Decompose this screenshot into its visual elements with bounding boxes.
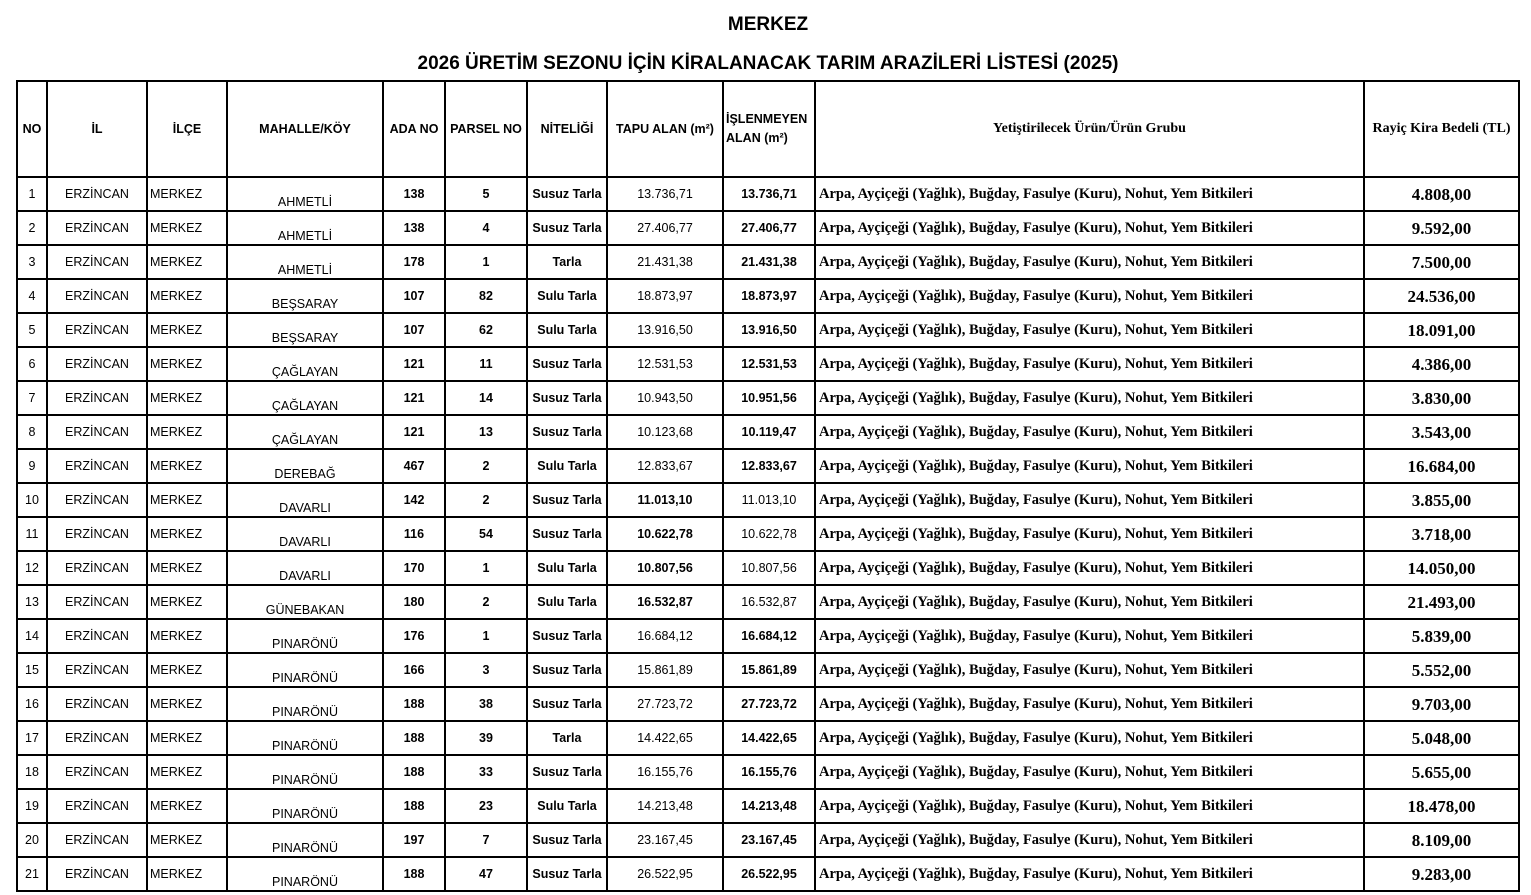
cell-tapu-alan: 15.861,89 (607, 653, 723, 687)
cell-ilce: MERKEZ (147, 517, 227, 551)
cell-parsel: 13 (445, 415, 527, 449)
table-row (17, 347, 1519, 381)
cell-tapu-alan: 14.422,65 (607, 721, 723, 755)
cell-il: ERZİNCAN (47, 687, 147, 721)
cell-urun: Arpa, Ayçiçeği (Yağlık), Buğday, Fasulye (Kuru), Nohut, Yem Bitkileri (815, 653, 1364, 687)
table-row (17, 211, 1519, 245)
cell-islenmeyen-alan: 10.807,56 (723, 551, 815, 585)
cell-tapu-alan: 10.943,50 (607, 381, 723, 415)
cell-ilce: MERKEZ (147, 585, 227, 619)
cell-kira: 21.493,00 (1364, 585, 1519, 619)
col-header-nitelik: NİTELİĞİ (527, 81, 607, 177)
cell-il: ERZİNCAN (47, 347, 147, 381)
cell-parsel: 47 (445, 857, 527, 891)
cell-il: ERZİNCAN (47, 415, 147, 449)
table-row (17, 449, 1519, 483)
cell-tapu-alan: 13.736,71 (607, 177, 723, 211)
cell-no: 6 (17, 347, 47, 381)
cell-kira: 18.478,00 (1364, 789, 1519, 823)
cell-tapu-alan: 27.723,72 (607, 687, 723, 721)
cell-kira: 4.808,00 (1364, 177, 1519, 211)
cell-ada: 188 (383, 857, 445, 891)
cell-mahalle: PINARÖNÜ (227, 823, 383, 857)
cell-tapu-alan: 16.532,87 (607, 585, 723, 619)
cell-mahalle: ÇAĞLAYAN (227, 415, 383, 449)
table-row (17, 857, 1519, 891)
cell-no: 1 (17, 177, 47, 211)
cell-ilce: MERKEZ (147, 483, 227, 517)
cell-il: ERZİNCAN (47, 755, 147, 789)
cell-tapu-alan: 12.531,53 (607, 347, 723, 381)
cell-no: 16 (17, 687, 47, 721)
table-row (17, 245, 1519, 279)
col-header-islenmeyen-alan: İŞLENMEYEN ALAN (m²) (723, 81, 815, 177)
cell-islenmeyen-alan: 16.155,76 (723, 755, 815, 789)
cell-islenmeyen-alan: 14.213,48 (723, 789, 815, 823)
cell-ilce: MERKEZ (147, 279, 227, 313)
cell-parsel: 1 (445, 245, 527, 279)
cell-nitelik: Sulu Tarla (527, 313, 607, 347)
cell-il: ERZİNCAN (47, 177, 147, 211)
cell-no: 20 (17, 823, 47, 857)
cell-il: ERZİNCAN (47, 279, 147, 313)
cell-urun: Arpa, Ayçiçeği (Yağlık), Buğday, Fasulye (Kuru), Nohut, Yem Bitkileri (815, 245, 1364, 279)
cell-urun: Arpa, Ayçiçeği (Yağlık), Buğday, Fasulye (Kuru), Nohut, Yem Bitkileri (815, 687, 1364, 721)
cell-no: 10 (17, 483, 47, 517)
cell-urun: Arpa, Ayçiçeği (Yağlık), Buğday, Fasulye (Kuru), Nohut, Yem Bitkileri (815, 755, 1364, 789)
cell-no: 14 (17, 619, 47, 653)
cell-il: ERZİNCAN (47, 857, 147, 891)
page-title: MERKEZ (727, 14, 809, 35)
cell-mahalle: ÇAĞLAYAN (227, 347, 383, 381)
cell-parsel: 2 (445, 585, 527, 619)
cell-il: ERZİNCAN (47, 653, 147, 687)
cell-islenmeyen-alan: 18.873,97 (723, 279, 815, 313)
cell-mahalle: PINARÖNÜ (227, 857, 383, 891)
cell-nitelik: Susuz Tarla (527, 415, 607, 449)
cell-urun: Arpa, Ayçiçeği (Yağlık), Buğday, Fasulye (Kuru), Nohut, Yem Bitkileri (815, 857, 1364, 891)
cell-islenmeyen-alan: 26.522,95 (723, 857, 815, 891)
col-header-ada: ADA NO (383, 81, 445, 177)
cell-parsel: 1 (445, 551, 527, 585)
cell-nitelik: Sulu Tarla (527, 789, 607, 823)
col-header-urun: Yetiştirilecek Ürün/Ürün Grubu (815, 81, 1364, 177)
cell-ada: 178 (383, 245, 445, 279)
table-row (17, 823, 1519, 857)
cell-tapu-alan: 13.916,50 (607, 313, 723, 347)
cell-mahalle: BEŞSARAY (227, 279, 383, 313)
cell-ilce: MERKEZ (147, 823, 227, 857)
table-row (17, 585, 1519, 619)
cell-islenmeyen-alan: 13.916,50 (723, 313, 815, 347)
cell-ilce: MERKEZ (147, 347, 227, 381)
cell-kira: 4.386,00 (1364, 347, 1519, 381)
cell-islenmeyen-alan: 21.431,38 (723, 245, 815, 279)
cell-ada: 176 (383, 619, 445, 653)
cell-kira: 3.855,00 (1364, 483, 1519, 517)
cell-kira: 5.655,00 (1364, 755, 1519, 789)
cell-ada: 107 (383, 313, 445, 347)
cell-parsel: 23 (445, 789, 527, 823)
cell-nitelik: Tarla (527, 245, 607, 279)
cell-kira: 7.500,00 (1364, 245, 1519, 279)
cell-nitelik: Susuz Tarla (527, 483, 607, 517)
cell-kira: 5.048,00 (1364, 721, 1519, 755)
cell-urun: Arpa, Ayçiçeği (Yağlık), Buğday, Fasulye (Kuru), Nohut, Yem Bitkileri (815, 211, 1364, 245)
cell-urun: Arpa, Ayçiçeği (Yağlık), Buğday, Fasulye (Kuru), Nohut, Yem Bitkileri (815, 483, 1364, 517)
cell-nitelik: Sulu Tarla (527, 279, 607, 313)
col-header-ilce: İLÇE (147, 81, 227, 177)
cell-ada: 180 (383, 585, 445, 619)
cell-urun: Arpa, Ayçiçeği (Yağlık), Buğday, Fasulye (Kuru), Nohut, Yem Bitkileri (815, 619, 1364, 653)
cell-mahalle: ÇAĞLAYAN (227, 381, 383, 415)
cell-kira: 3.543,00 (1364, 415, 1519, 449)
cell-ada: 116 (383, 517, 445, 551)
cell-nitelik: Susuz Tarla (527, 517, 607, 551)
cell-nitelik: Susuz Tarla (527, 687, 607, 721)
cell-parsel: 82 (445, 279, 527, 313)
cell-islenmeyen-alan: 10.622,78 (723, 517, 815, 551)
cell-kira: 5.839,00 (1364, 619, 1519, 653)
cell-nitelik: Susuz Tarla (527, 755, 607, 789)
cell-islenmeyen-alan: 10.951,56 (723, 381, 815, 415)
cell-urun: Arpa, Ayçiçeği (Yağlık), Buğday, Fasulye (Kuru), Nohut, Yem Bitkileri (815, 415, 1364, 449)
cell-tapu-alan: 10.123,68 (607, 415, 723, 449)
cell-ilce: MERKEZ (147, 653, 227, 687)
cell-mahalle: AHMETLİ (227, 177, 383, 211)
cell-ada: 107 (383, 279, 445, 313)
cell-ada: 138 (383, 177, 445, 211)
cell-no: 19 (17, 789, 47, 823)
cell-no: 9 (17, 449, 47, 483)
cell-parsel: 3 (445, 653, 527, 687)
cell-ilce: MERKEZ (147, 789, 227, 823)
cell-mahalle: DAVARLI (227, 517, 383, 551)
cell-kira: 5.552,00 (1364, 653, 1519, 687)
cell-islenmeyen-alan: 27.723,72 (723, 687, 815, 721)
cell-mahalle: PINARÖNÜ (227, 721, 383, 755)
cell-no: 2 (17, 211, 47, 245)
cell-il: ERZİNCAN (47, 551, 147, 585)
cell-kira: 9.283,00 (1364, 857, 1519, 891)
cell-islenmeyen-alan: 10.119,47 (723, 415, 815, 449)
cell-kira: 3.718,00 (1364, 517, 1519, 551)
col-header-il: İL (47, 81, 147, 177)
cell-tapu-alan: 26.522,95 (607, 857, 723, 891)
cell-kira: 3.830,00 (1364, 381, 1519, 415)
col-header-tapu-alan: TAPU ALAN (m²) (607, 81, 723, 177)
cell-ada: 188 (383, 721, 445, 755)
table-row (17, 687, 1519, 721)
cell-ada: 142 (383, 483, 445, 517)
cell-nitelik: Sulu Tarla (527, 551, 607, 585)
cell-ada: 121 (383, 381, 445, 415)
cell-ilce: MERKEZ (147, 415, 227, 449)
cell-ada: 170 (383, 551, 445, 585)
cell-no: 13 (17, 585, 47, 619)
cell-ada: 467 (383, 449, 445, 483)
cell-mahalle: AHMETLİ (227, 211, 383, 245)
table-row (17, 721, 1519, 755)
cell-kira: 14.050,00 (1364, 551, 1519, 585)
cell-ada: 188 (383, 755, 445, 789)
cell-parsel: 4 (445, 211, 527, 245)
cell-ilce: MERKEZ (147, 857, 227, 891)
cell-islenmeyen-alan: 23.167,45 (723, 823, 815, 857)
cell-ilce: MERKEZ (147, 449, 227, 483)
cell-no: 18 (17, 755, 47, 789)
col-header-mahalle: MAHALLE/KÖY (227, 81, 383, 177)
cell-parsel: 38 (445, 687, 527, 721)
cell-kira: 16.684,00 (1364, 449, 1519, 483)
cell-mahalle: GÜNEBAKAN (227, 585, 383, 619)
cell-mahalle: DEREBAĞ (227, 449, 383, 483)
cell-tapu-alan: 10.807,56 (607, 551, 723, 585)
cell-urun: Arpa, Ayçiçeği (Yağlık), Buğday, Fasulye (Kuru), Nohut, Yem Bitkileri (815, 517, 1364, 551)
cell-nitelik: Susuz Tarla (527, 619, 607, 653)
cell-no: 11 (17, 517, 47, 551)
col-header-no: NO (17, 81, 47, 177)
cell-parsel: 62 (445, 313, 527, 347)
cell-islenmeyen-alan: 12.531,53 (723, 347, 815, 381)
cell-tapu-alan: 10.622,78 (607, 517, 723, 551)
cell-islenmeyen-alan: 14.422,65 (723, 721, 815, 755)
cell-nitelik: Tarla (527, 721, 607, 755)
cell-urun: Arpa, Ayçiçeği (Yağlık), Buğday, Fasulye (Kuru), Nohut, Yem Bitkileri (815, 177, 1364, 211)
cell-ilce: MERKEZ (147, 551, 227, 585)
cell-no: 8 (17, 415, 47, 449)
cell-il: ERZİNCAN (47, 585, 147, 619)
cell-urun: Arpa, Ayçiçeği (Yağlık), Buğday, Fasulye (Kuru), Nohut, Yem Bitkileri (815, 347, 1364, 381)
cell-ilce: MERKEZ (147, 245, 227, 279)
cell-islenmeyen-alan: 11.013,10 (723, 483, 815, 517)
cell-tapu-alan: 21.431,38 (607, 245, 723, 279)
cell-urun: Arpa, Ayçiçeği (Yağlık), Buğday, Fasulye (Kuru), Nohut, Yem Bitkileri (815, 449, 1364, 483)
cell-ada: 121 (383, 415, 445, 449)
table-row (17, 483, 1519, 517)
cell-ilce: MERKEZ (147, 381, 227, 415)
cell-islenmeyen-alan: 16.532,87 (723, 585, 815, 619)
cell-ada: 166 (383, 653, 445, 687)
cell-urun: Arpa, Ayçiçeği (Yağlık), Buğday, Fasulye (Kuru), Nohut, Yem Bitkileri (815, 585, 1364, 619)
table-row (17, 551, 1519, 585)
cell-nitelik: Sulu Tarla (527, 449, 607, 483)
cell-nitelik: Susuz Tarla (527, 211, 607, 245)
cell-parsel: 2 (445, 449, 527, 483)
cell-parsel: 54 (445, 517, 527, 551)
cell-parsel: 1 (445, 619, 527, 653)
cell-il: ERZİNCAN (47, 313, 147, 347)
cell-urun: Arpa, Ayçiçeği (Yağlık), Buğday, Fasulye (Kuru), Nohut, Yem Bitkileri (815, 279, 1364, 313)
cell-mahalle: DAVARLI (227, 551, 383, 585)
cell-il: ERZİNCAN (47, 245, 147, 279)
cell-urun: Arpa, Ayçiçeği (Yağlık), Buğday, Fasulye (Kuru), Nohut, Yem Bitkileri (815, 551, 1364, 585)
table-row (17, 177, 1519, 211)
cell-urun: Arpa, Ayçiçeği (Yağlık), Buğday, Fasulye (Kuru), Nohut, Yem Bitkileri (815, 789, 1364, 823)
cell-mahalle: PINARÖNÜ (227, 619, 383, 653)
table-row (17, 789, 1519, 823)
table-row (17, 381, 1519, 415)
cell-kira: 8.109,00 (1364, 823, 1519, 857)
table-row (17, 279, 1519, 313)
cell-parsel: 14 (445, 381, 527, 415)
cell-tapu-alan: 12.833,67 (607, 449, 723, 483)
cell-tapu-alan: 23.167,45 (607, 823, 723, 857)
cell-no: 7 (17, 381, 47, 415)
cell-kira: 24.536,00 (1364, 279, 1519, 313)
cell-parsel: 2 (445, 483, 527, 517)
cell-ilce: MERKEZ (147, 755, 227, 789)
cell-kira: 9.703,00 (1364, 687, 1519, 721)
table-row (17, 415, 1519, 449)
cell-no: 17 (17, 721, 47, 755)
col-header-parsel: PARSEL NO (445, 81, 527, 177)
cell-il: ERZİNCAN (47, 721, 147, 755)
cell-ilce: MERKEZ (147, 721, 227, 755)
cell-urun: Arpa, Ayçiçeği (Yağlık), Buğday, Fasulye (Kuru), Nohut, Yem Bitkileri (815, 381, 1364, 415)
cell-no: 5 (17, 313, 47, 347)
cell-nitelik: Susuz Tarla (527, 653, 607, 687)
col-header-kira: Rayiç Kira Bedeli (TL) (1364, 81, 1519, 177)
table-row (17, 313, 1519, 347)
cell-islenmeyen-alan: 27.406,77 (723, 211, 815, 245)
cell-il: ERZİNCAN (47, 517, 147, 551)
cell-kira: 18.091,00 (1364, 313, 1519, 347)
cell-nitelik: Susuz Tarla (527, 347, 607, 381)
page-subtitle: 2026 ÜRETİM SEZONU İÇİN KİRALANACAK TARIM ARAZİLERİ LİSTESİ (2025) (417, 53, 1119, 74)
cell-mahalle: PINARÖNÜ (227, 653, 383, 687)
cell-ada: 188 (383, 687, 445, 721)
cell-nitelik: Susuz Tarla (527, 177, 607, 211)
cell-il: ERZİNCAN (47, 211, 147, 245)
cell-nitelik: Susuz Tarla (527, 857, 607, 891)
cell-il: ERZİNCAN (47, 483, 147, 517)
cell-islenmeyen-alan: 13.736,71 (723, 177, 815, 211)
cell-mahalle: PINARÖNÜ (227, 687, 383, 721)
cell-no: 15 (17, 653, 47, 687)
cell-il: ERZİNCAN (47, 823, 147, 857)
cell-urun: Arpa, Ayçiçeği (Yağlık), Buğday, Fasulye (Kuru), Nohut, Yem Bitkileri (815, 313, 1364, 347)
cell-nitelik: Sulu Tarla (527, 585, 607, 619)
land-list-table (16, 80, 1520, 892)
cell-tapu-alan: 16.684,12 (607, 619, 723, 653)
cell-il: ERZİNCAN (47, 449, 147, 483)
cell-il: ERZİNCAN (47, 789, 147, 823)
cell-no: 21 (17, 857, 47, 891)
table-row (17, 517, 1519, 551)
cell-nitelik: Susuz Tarla (527, 381, 607, 415)
cell-mahalle: AHMETLİ (227, 245, 383, 279)
cell-parsel: 39 (445, 721, 527, 755)
cell-ada: 138 (383, 211, 445, 245)
cell-ada: 121 (383, 347, 445, 381)
cell-parsel: 33 (445, 755, 527, 789)
cell-no: 12 (17, 551, 47, 585)
cell-no: 3 (17, 245, 47, 279)
cell-islenmeyen-alan: 15.861,89 (723, 653, 815, 687)
table-row (17, 755, 1519, 789)
cell-mahalle: DAVARLI (227, 483, 383, 517)
cell-il: ERZİNCAN (47, 619, 147, 653)
cell-urun: Arpa, Ayçiçeği (Yağlık), Buğday, Fasulye (Kuru), Nohut, Yem Bitkileri (815, 721, 1364, 755)
cell-ilce: MERKEZ (147, 313, 227, 347)
cell-parsel: 7 (445, 823, 527, 857)
cell-mahalle: BEŞSARAY (227, 313, 383, 347)
cell-ilce: MERKEZ (147, 177, 227, 211)
table-row (17, 619, 1519, 653)
cell-ada: 188 (383, 789, 445, 823)
cell-urun: Arpa, Ayçiçeği (Yağlık), Buğday, Fasulye (Kuru), Nohut, Yem Bitkileri (815, 823, 1364, 857)
cell-ilce: MERKEZ (147, 619, 227, 653)
table-header-row (17, 81, 1519, 177)
cell-tapu-alan: 14.213,48 (607, 789, 723, 823)
cell-mahalle: PINARÖNÜ (227, 789, 383, 823)
cell-islenmeyen-alan: 12.833,67 (723, 449, 815, 483)
cell-islenmeyen-alan: 16.684,12 (723, 619, 815, 653)
cell-ilce: MERKEZ (147, 211, 227, 245)
cell-no: 4 (17, 279, 47, 313)
cell-il: ERZİNCAN (47, 381, 147, 415)
cell-mahalle: PINARÖNÜ (227, 755, 383, 789)
cell-ilce: MERKEZ (147, 687, 227, 721)
cell-ada: 197 (383, 823, 445, 857)
cell-kira: 9.592,00 (1364, 211, 1519, 245)
cell-nitelik: Susuz Tarla (527, 823, 607, 857)
cell-tapu-alan: 18.873,97 (607, 279, 723, 313)
table-row (17, 653, 1519, 687)
cell-parsel: 11 (445, 347, 527, 381)
cell-tapu-alan: 16.155,76 (607, 755, 723, 789)
cell-parsel: 5 (445, 177, 527, 211)
cell-tapu-alan: 27.406,77 (607, 211, 723, 245)
cell-tapu-alan: 11.013,10 (607, 483, 723, 517)
